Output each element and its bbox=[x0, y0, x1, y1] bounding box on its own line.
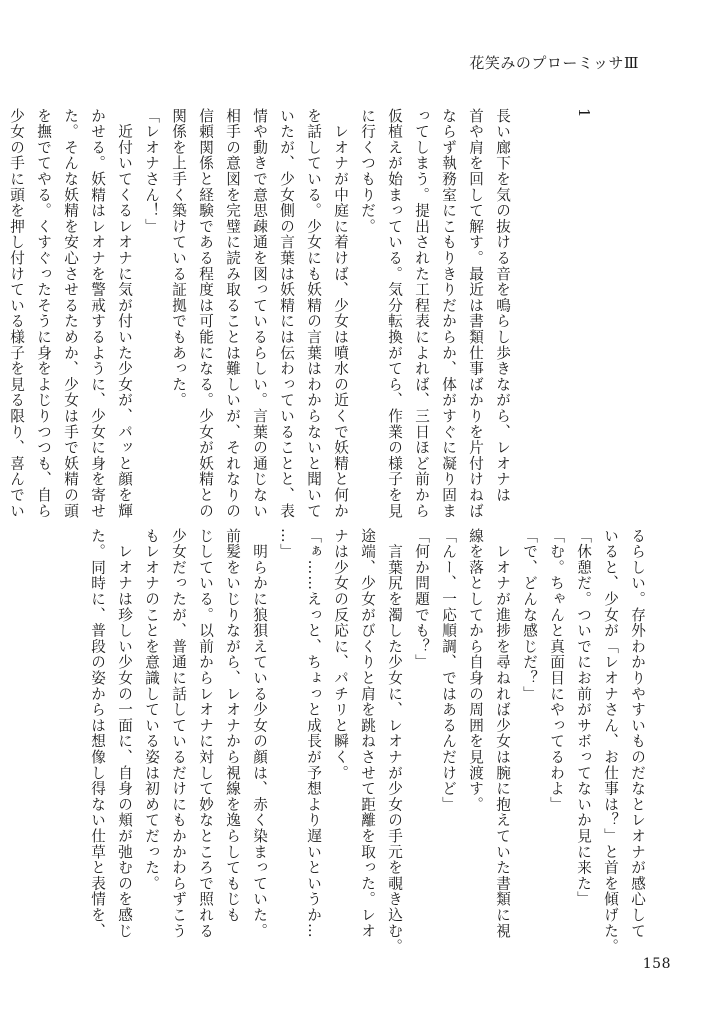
text-line: 「何か問題でも？」 bbox=[413, 528, 430, 671]
text-line: 前髪をいじりながら、レオナから視線を逸らしてもじも bbox=[224, 528, 241, 923]
text-line: 言葉尻を濁した少女に、レオナが少女の手元を覗き込む。 bbox=[386, 528, 403, 955]
text-line: 少女だったが、普通に話しているだけにもかかわらずこう bbox=[170, 528, 187, 939]
upper-text-block bbox=[8, 108, 651, 519]
page-number: 158 bbox=[642, 956, 671, 972]
text-line: レオナは珍しい少女の一面に、自身の頬が弛むのを感じ bbox=[116, 528, 133, 939]
text-line: 「ぁ……えっと、ちょっと成長が予想より遅いというか… bbox=[305, 528, 322, 939]
text-line: 近付いてくるレオナに気が付いた少女が、パッと顔を輝 bbox=[116, 108, 133, 519]
text-line: 「レオナさん！」 bbox=[143, 108, 160, 235]
text-line: 線を落としてから自身の周囲を見渡す。 bbox=[467, 528, 484, 813]
text-line: 「んー、一応順調、ではあるんだけど」 bbox=[440, 528, 457, 813]
text-line: レオナが進捗を尋ねれば少女は腕に抱えていた書類に視 bbox=[494, 528, 511, 939]
text-line: 仮植えが始まっている。気分転換がてら、作業の様子を見 bbox=[386, 108, 403, 519]
text-line: 長い廊下を気の抜ける音を鳴らし歩きながら、レオナは bbox=[494, 108, 511, 503]
text-line: 明らかに狼狽えている少女の顔は、赤く染まっていた。 bbox=[251, 528, 268, 939]
text-line: 途端、少女がびくりと肩を跳ねさせて距離を取った。レオ bbox=[359, 528, 376, 939]
running-header: 花笑みのプローミッサⅢ bbox=[469, 54, 639, 72]
text-line: 信頼関係と経験である程度は可能になる。少女が妖精との bbox=[197, 108, 214, 519]
text-line: かせる。妖精はレオナを警戒するように、少女に身を寄せ bbox=[89, 108, 106, 519]
text-line: 「休憩だ。ついでにお前がサボってないか見に来た」 bbox=[575, 528, 592, 908]
text-line: ナは少女の反応に、パチリと瞬く。 bbox=[332, 528, 349, 781]
text-line: いると、少女が「レオナさん、お仕事は？」と首を傾げた。 bbox=[602, 528, 619, 955]
text-line: に行くつもりだ。 bbox=[359, 108, 376, 235]
lower-text-block bbox=[89, 528, 651, 955]
text-line: じしている。以前からレオナに対して妙なところで照れる bbox=[197, 528, 214, 939]
text-line: レオナが中庭に着けば、少女は噴水の近くで妖精と何か bbox=[332, 108, 349, 519]
text-line: ならず執務室にこもりきりだからか、体がすぐに凝り固ま bbox=[440, 108, 457, 519]
text-line: を話している。少女にも妖精の言葉はわからないと聞いて bbox=[305, 108, 322, 519]
text-line: 少女の手に頭を押し付けている様子を見る限り、喜んでい bbox=[8, 108, 25, 519]
text-line: た。そんな妖精を安心させるためか、少女は手で妖精の頭 bbox=[62, 108, 79, 519]
text-line: もレオナのことを意識している姿は初めてだった。 bbox=[143, 528, 160, 892]
text-line: ってしまう。提出された工程表によれば、三日ほど前から bbox=[413, 108, 430, 519]
text-line: いたが、少女側の言葉は妖精には伝わっていることと、表 bbox=[278, 108, 295, 519]
text-line: 首や肩を回して解す。最近は書類仕事ばかりを片付けねば bbox=[467, 108, 484, 519]
text-line: 「む。ちゃんと真面目にやってるわよ」 bbox=[548, 528, 565, 813]
chapter-number: 1 bbox=[575, 108, 593, 119]
text-line: 相手の意図を完璧に読み取ることは難しいが、それなりの bbox=[224, 108, 241, 519]
text-line: るらしい。存外わかりやすいものだなとレオナが感心して bbox=[629, 528, 646, 939]
text-line: 関係を上手く築けている証拠でもあった。 bbox=[170, 108, 187, 409]
text-line: 「で、どんな感じだ？」 bbox=[521, 528, 538, 702]
text-line: 情や動きで意思疎通を図っているらしい。言葉の通じない bbox=[251, 108, 268, 519]
text-line: を撫でてやる。くすぐったそうに身をよじりつつも、自ら bbox=[35, 108, 52, 519]
text-line: た。同時に、普段の姿からは想像し得ない仕草と表情を、 bbox=[89, 528, 106, 939]
text-line: …」 bbox=[278, 528, 295, 560]
text-line bbox=[516, 108, 543, 500]
